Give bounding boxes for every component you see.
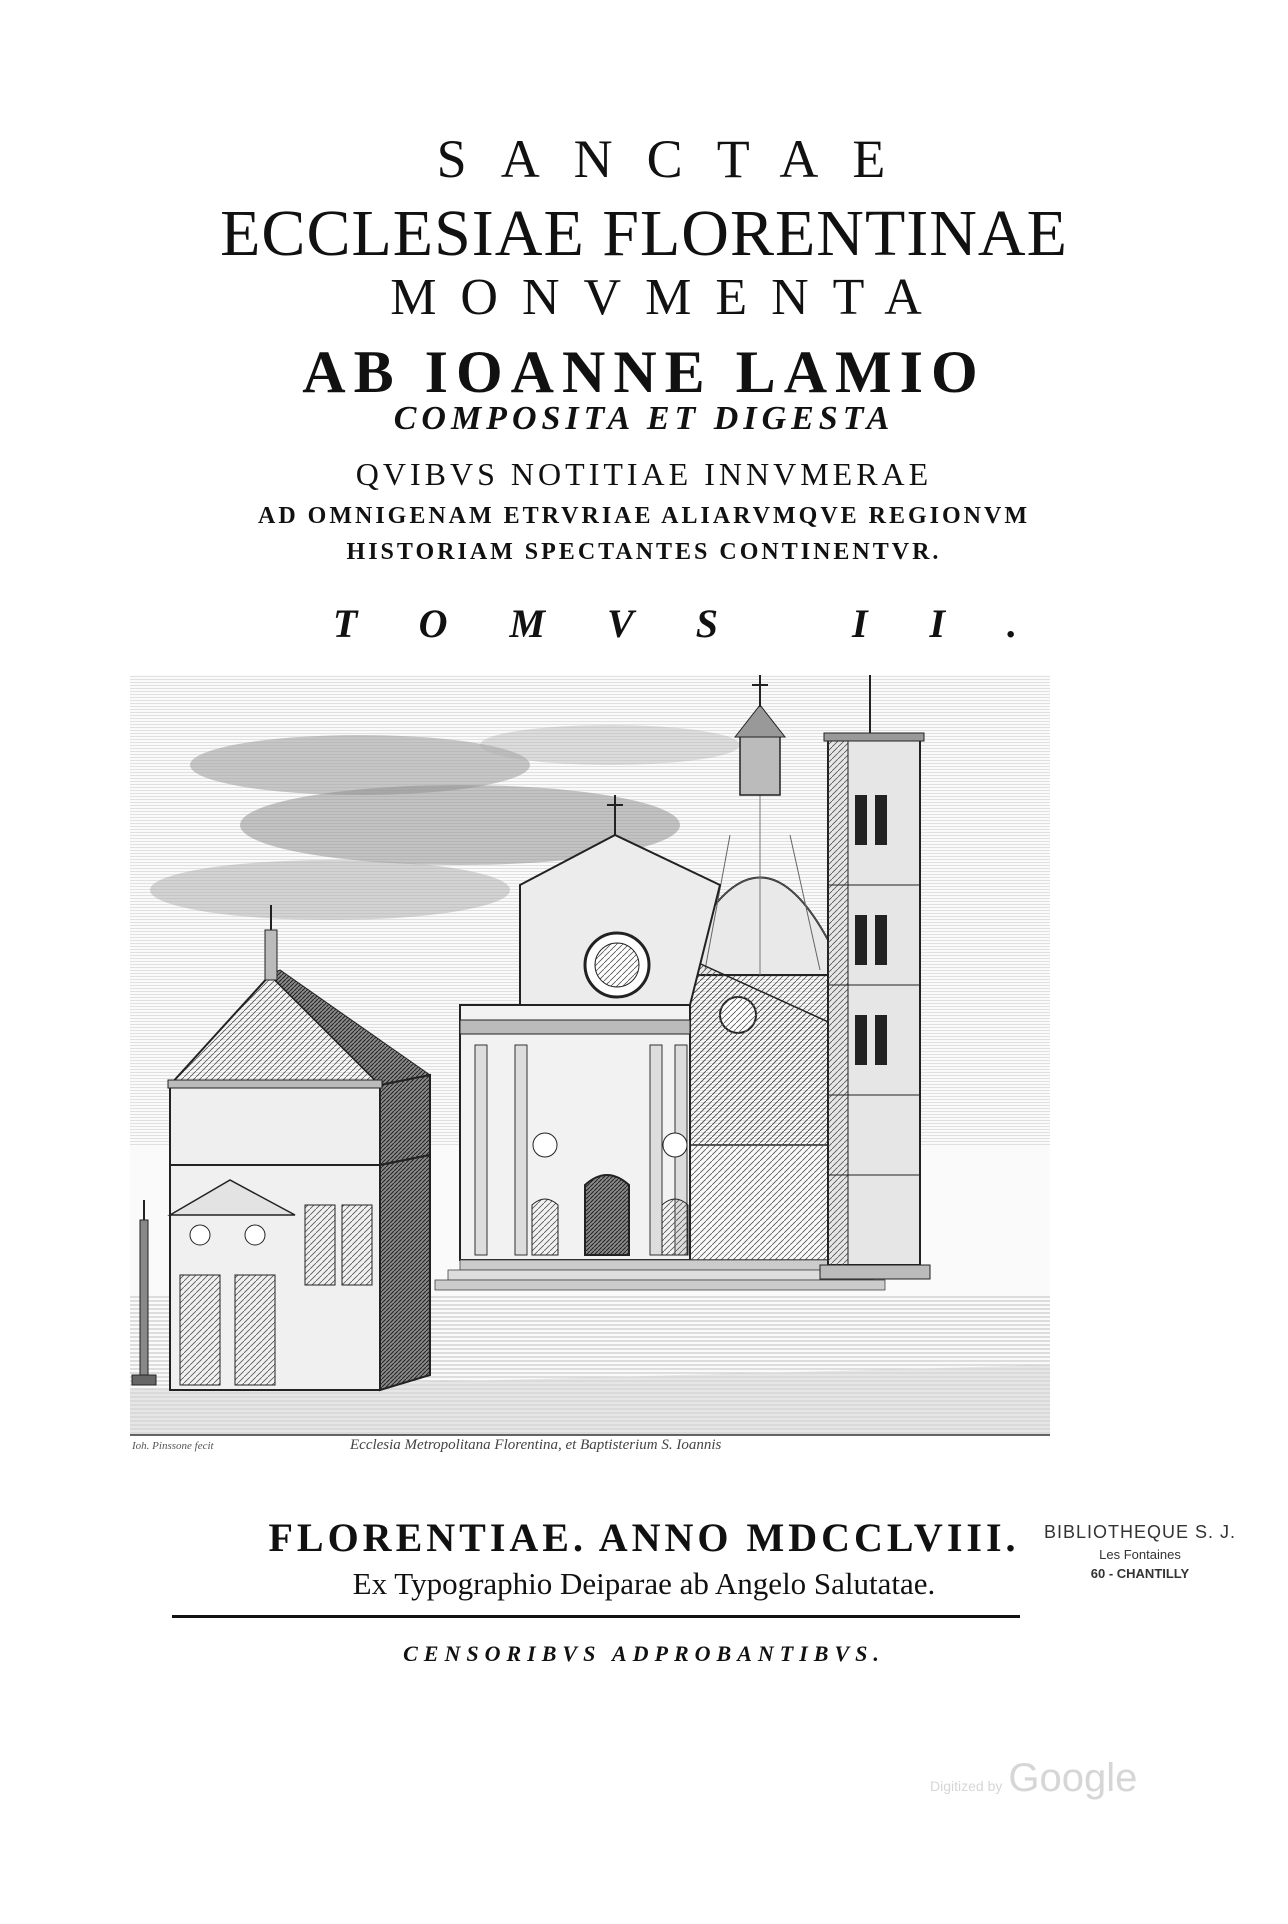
library-stamp	[1040, 1522, 1240, 1581]
imprint-approval: CENSORIBVS ADPROBANTIBVS.	[403, 1641, 885, 1666]
cathedral-engraving	[130, 675, 1050, 1460]
imprint-printer: Ex Typographio Deiparae ab Angelo Salutatae.	[352, 1566, 936, 1601]
title-sanctae: SANCTAE	[436, 129, 920, 189]
author-line: AB IOANNE LAMIO	[302, 339, 986, 405]
volume-label: TOMVS II.	[332, 601, 1080, 646]
imprint-place-year: FLORENTIAE. ANNO MDCCLVIII.	[268, 1515, 1020, 1560]
watermark-brand: Google	[1008, 1756, 1138, 1800]
stamp-line-1: BIBLIOTHEQUE S. J.	[1043, 1522, 1237, 1542]
engraving-caption: Ecclesia Metropolitana Florentina, et Baptisterium S. Ioannis	[350, 1437, 722, 1453]
composita-line: COMPOSITA ET DIGESTA	[393, 400, 895, 437]
subtitle-line-3: HISTORIAM SPECTANTES CONTINENTVR.	[346, 539, 942, 565]
watermark-prefix: Digitized by	[930, 1778, 1003, 1794]
digitized-watermark	[930, 1756, 1137, 1801]
title-ecclesiae-florentinae: ECCLESIAE FLORENTINAE	[220, 197, 1068, 270]
subtitle-line-1: QVIBVS NOTITIAE INNVMERAE	[355, 456, 933, 492]
subtitle-line-2: AD OMNIGENAM ETRVRIAE ALIARVMQVE REGIONVM	[258, 503, 1030, 529]
engraver-signature: Ioh. Pinssone fecit	[132, 1440, 214, 1452]
title-monumenta: MONVMENTA	[390, 269, 946, 326]
stamp-line-2: Les Fontaines	[1099, 1547, 1181, 1562]
stamp-line-3: 60 - CHANTILLY	[1090, 1566, 1190, 1581]
imprint-rule	[172, 1615, 1020, 1618]
